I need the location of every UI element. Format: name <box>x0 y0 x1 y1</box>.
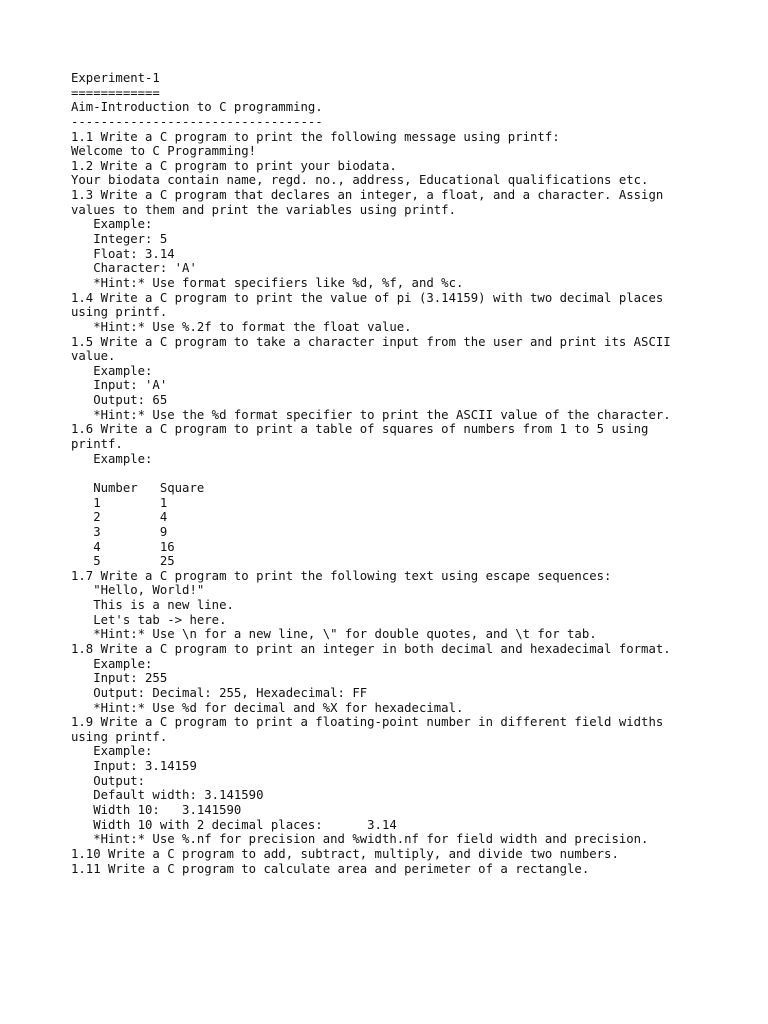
text-line: Input: 3.14159 <box>71 759 197 774</box>
text-line: Output: Decimal: 255, Hexadecimal: FF <box>71 685 368 700</box>
text-line: Example: <box>71 217 153 232</box>
text-line: Output: <box>71 773 146 788</box>
text-line: "Hello, World!" <box>71 583 205 598</box>
text-line: *Hint:* Use the %d format specifier to print the ASCII value of the character. <box>71 407 671 422</box>
text-line: Number Square <box>71 480 205 495</box>
text-line: Input: 255 <box>71 671 168 686</box>
text-line: Experiment-1 <box>71 71 160 85</box>
text-line: values to them and print the variables using printf. <box>71 202 456 217</box>
text-line: 2 4 <box>71 510 168 525</box>
text-line: Width 10: 3.141590 <box>71 803 242 818</box>
text-line: value. <box>71 349 116 364</box>
text-line: 3 9 <box>71 524 168 539</box>
text-line: 1.7 Write a C program to print the following text using escape sequences: <box>71 568 612 583</box>
text-line: 1 1 <box>71 495 168 510</box>
text-line: 1.3 Write a C program that declares an integer, a float, and a character. Assign <box>71 188 664 203</box>
text-line: 1.6 Write a C program to print a table of squares of numbers from 1 to 5 using <box>71 422 649 437</box>
text-line: ---------------------------------- <box>71 114 323 129</box>
text-line: using printf. <box>71 305 168 320</box>
text-line: Example: <box>71 744 153 759</box>
text-line: *Hint:* Use %.2f to format the float value. <box>71 319 412 334</box>
text-line: Welcome to C Programming! <box>71 144 257 159</box>
text-line: 1.5 Write a C program to take a character input from the user and print its ASCII <box>71 334 671 349</box>
text-line: 1.8 Write a C program to print an integer in both decimal and hexadecimal format. <box>71 641 671 656</box>
text-line: 4 16 <box>71 539 175 554</box>
text-line: Input: 'A' <box>71 378 168 393</box>
text-line: 5 25 <box>71 554 175 569</box>
text-line: Character: 'A' <box>71 261 197 276</box>
text-line: Example: <box>71 451 153 466</box>
text-line: Integer: 5 <box>71 232 168 247</box>
text-line: *Hint:* Use %.nf for precision and %width.nf for field width and precision. <box>71 832 649 847</box>
text-line: Default width: 3.141590 <box>71 788 264 803</box>
text-line <box>71 466 751 481</box>
text-line: Your biodata contain name, regd. no., address, Educational qualifications etc. <box>71 173 649 188</box>
text-line: 1.9 Write a C program to print a floating-point number in different field widths <box>71 715 664 730</box>
text-line: 1.2 Write a C program to print your biodata. <box>71 158 397 173</box>
text-line: This is a new line. <box>71 598 234 613</box>
text-line: *Hint:* Use format specifiers like %d, %f, and %c. <box>71 275 464 290</box>
text-line: ============ <box>71 85 160 100</box>
text-line: printf. <box>71 437 123 452</box>
text-line: using printf. <box>71 729 168 744</box>
text-line: 1.1 Write a C program to print the following message using printf: <box>71 129 560 144</box>
text-line: *Hint:* Use %d for decimal and %X for hexadecimal. <box>71 700 464 715</box>
text-line: Example: <box>71 363 153 378</box>
text-line: Let's tab -> here. <box>71 612 227 627</box>
text-line: Output: 65 <box>71 393 168 408</box>
text-line: Aim-Introduction to C programming. <box>71 100 323 115</box>
document-body <box>71 71 751 876</box>
text-line: 1.10 Write a C program to add, subtract, multiply, and divide two numbers. <box>71 846 619 861</box>
text-line: Example: <box>71 656 153 671</box>
text-line: *Hint:* Use \n for a new line, \" for double quotes, and \t for tab. <box>71 627 597 642</box>
text-line: Float: 3.14 <box>71 246 175 261</box>
text-line: 1.4 Write a C program to print the value of pi (3.14159) with two decimal places <box>71 290 664 305</box>
text-line: 1.11 Write a C program to calculate area and perimeter of a rectangle. <box>71 861 590 876</box>
text-line: Width 10 with 2 decimal places: 3.14 <box>71 817 397 832</box>
